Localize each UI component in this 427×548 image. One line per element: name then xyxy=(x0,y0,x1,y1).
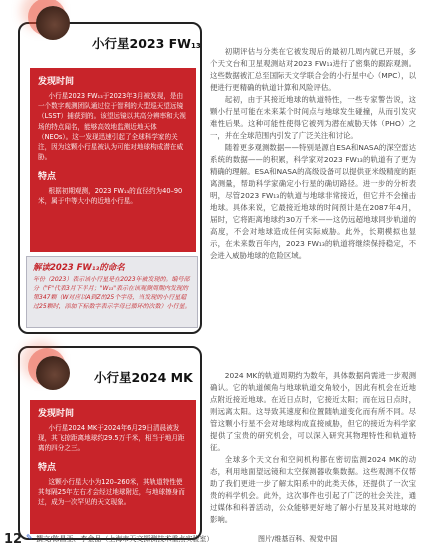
section-heading-discovery: 发现时间 xyxy=(38,409,75,419)
pen-icon: ✎ xyxy=(26,533,33,542)
title-subscript: 13 xyxy=(190,42,201,50)
author-credit: 撰文/陈昌亚、李金品（上海市天文探测技术重点实验室） xyxy=(36,535,214,543)
section-text-discovery: 小行星2023 FW₁₃于2023年3月被发现，是由一个数字观测团队通过位于智利的大型巡天望远镜（LSST）捕获到的。该望远镜以其高分辨率和大视场的特点闻名，能够高效地监测近地天体（NEOs）。这一发现迅速引起了全球科学家的关注，因为这颗小行星被认为可能对地球构成潜在威胁。 xyxy=(38,92,186,162)
paragraph: 随着更多观测数据——特别是源自ESA和NASA的深空雷达系统的数据——的积累，科学家对2023 FW₁₃的轨道有了更为精确的理解。ESA和NASA的高级设备可以提供亚米级精度的距离测量，帮助科学家确定小行星的确切路径。进一步的分析表明，尽管2023 FW₁₃的轨道与地球非常接近，但它并不会撞击地球。具体来说，它最接近地球的时间预计是在2087年4月，届时，它将距离地球约30万千米——这仍远超地球同步轨道的高度，不会对地球造成任何实际威胁。此外，长期模拟也显示，在未来数百年内，2023 FW₁₃的轨道将继续保持稳定，不会进入威胁地球的危险区域。 xyxy=(210,142,416,260)
section-text-features: 这颗小行星大小为120–260米，其轨道特性使其每隔25年左右才会经过地球附近，与地球擦身而过，成为一次罕见的天文现象。 xyxy=(38,477,185,507)
naming-text: 年份（2023）表示该小行星是在2023年被发现的。编号部分（"F"代表3月下半月；"W₁₃"表示在该观测周期内发现的第347颗（W对应以A到Z的25个字母，当发现的小行星超过25颗时，添加下标数字表示字母已循环的次数）小行星。 xyxy=(33,276,191,310)
title-main: 小行星2023 FW xyxy=(92,36,191,51)
info-panel-2023-fw13 xyxy=(30,68,196,252)
page-number: 12 xyxy=(4,532,23,547)
section-heading-features: 特点 xyxy=(38,462,57,473)
paragraph: 起初，由于其接近地球的轨道特性，一些专家警告说，这颗小行星可能在未来某个时间点与地球发生碰撞，从而引发灾难性后果。这种可能性使得它被列为潜在威胁天体（PHO）之一，并在全球范围内引发了广泛关注和讨论。 xyxy=(210,94,416,140)
page-footer xyxy=(0,530,427,548)
paragraph: 初期评估与分类在它被发现后的最初几周内就已开展，多个天文台和卫星观测站对2023 FW₁₃进行了密集的跟踪观测。这些数据被汇总至国际天文学联合会的小行星中心（MPC），以便进行更精确的轨道计算和风险评估。 xyxy=(210,47,416,92)
image-credit: 图片/维基百科、视觉中国 xyxy=(258,535,338,543)
meteor-icon xyxy=(36,356,70,390)
section-heading-features: 特点 xyxy=(38,171,57,182)
section-heading-discovery: 发现时间 xyxy=(38,77,75,87)
info-panel-2024-mk xyxy=(30,400,196,534)
naming-explanation-box xyxy=(26,256,198,328)
card-title-2023-fw13 xyxy=(92,34,201,52)
article-column-2024-mk xyxy=(210,370,416,526)
paragraph: 2024 MK的轨道周期约为数年，具体数据尚需进一步观测确认。它的轨道倾角与地球轨道交角较小，因此有机会在近地点附近接近地球。在近日点时，它接近太阳；而在远日点时，则远离太阳。这导致其速度和位置随轨道变化而有所不同。尽管这颗小行星不会对地球构成直接威胁，但它的接近为科学家提供了宝贵的研究机会，可以深入研究其物理特性和轨道特征。 xyxy=(210,371,416,452)
card-title-2024-mk: 小行星2024 MK xyxy=(94,370,193,385)
meteor-icon xyxy=(36,6,70,40)
section-text-features: 根据初期观测，2023 FW₁₃的直径约为40–90米，属于中等大小的近地小行星。 xyxy=(38,186,183,205)
paragraph: 全球多个天文台和空间机构都在密切监测2024 MK的动态，利用地面望远镜和太空探测器收集数据。这些观测不仅帮助了我们更进一步了解太阳系中的此类天体，还提供了一次宝贵的科学机会。此外，这次事件也引起了广泛的社会关注，通过媒体和科普活动，公众能够更好地了解小行星及其对地球的影响。 xyxy=(210,454,416,524)
article-column-2023-fw13 xyxy=(210,46,416,262)
naming-heading: 解读2023 FW₁₃的命名 xyxy=(33,263,125,273)
section-text-discovery: 小行星2024 MK于2024年6月29日清晨被发现，其飞掠距离地球约29.5万千米，相当于地月距离的四分之三。 xyxy=(38,424,185,453)
